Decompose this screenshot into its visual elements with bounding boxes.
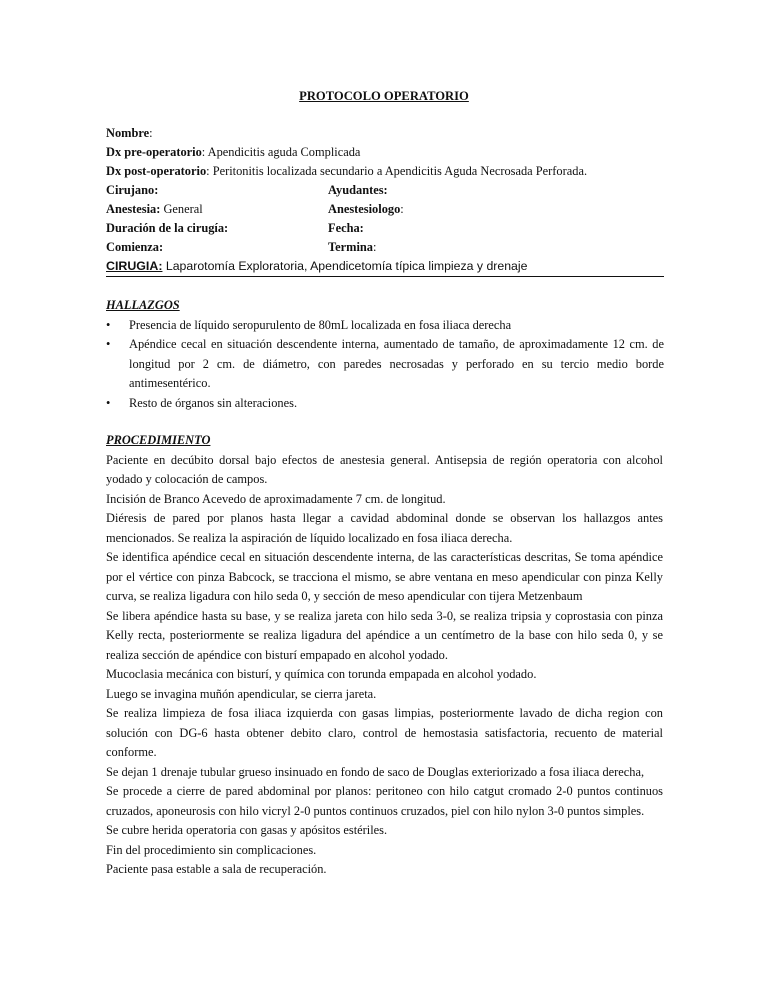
procedure-paragraph: Se realiza limpieza de fosa iliaca izquierda con gasas limpias, posteriormente lavado de dicha region con solución con DG-6 hasta obtener debito claro, control de hemostasia satisfactoria, recuento de material conforme. — [106, 706, 663, 759]
hallazgo-text: Resto de órganos sin alteraciones. — [129, 395, 298, 410]
ayudantes-label: Ayudantes: — [328, 183, 388, 197]
procedure-paragraph: Luego se invagina muñón apendicular, se cierra jareta. — [106, 686, 377, 701]
procedure-paragraph: Se identifica apéndice cecal en situación descendente interna, de las características descritas, Se toma apéndice por el vértice con pinza Babcock, se tracciona el mismo, se abre ventana en meso apendicular con pinza Kelly curva, se realiza ligadura con hilo seda 0, y sección de meso apendicular con tijera Metzenbaum — [106, 550, 663, 603]
anestesiologo-colon: : — [400, 202, 404, 216]
nombre-label: Nombre — [106, 126, 150, 140]
dx-post-value: : Peritonitis localizada secundario a Apendicitis Aguda Necrosada Perforada. — [206, 164, 588, 178]
hallazgo-text: Apéndice cecal en situación descendente interna, aumentado de tamaño, de aproximadamente 12 cm. de longitud por 2 cm. de diámetro, con paredes necrosadas y perforado en su tercio medio borde antimesentérico. — [129, 337, 664, 390]
nombre-line — [106, 124, 666, 143]
hallazgos-title: HALLAZGOS — [106, 298, 180, 312]
hallazgo-text: Presencia de líquido seropurulento de 80mL localizada en fosa iliaca derecha — [129, 317, 512, 332]
hallazgos-section — [106, 296, 664, 413]
anestesia-value: General — [160, 202, 203, 216]
procedure-paragraph: Se dejan 1 drenaje tubular grueso insinuado en fondo de saco de Douglas exteriorizado a fosa iliaca derecha, — [106, 764, 645, 779]
hallazgos-list — [106, 316, 664, 414]
dx-pre-value: : Apendicitis aguda Complicada — [201, 145, 361, 159]
horizontal-divider — [106, 276, 664, 277]
duracion-label: Duración de la cirugía: — [106, 221, 229, 235]
procedure-paragraph: Paciente pasa estable a sala de recuperación. — [106, 862, 327, 876]
nombre-colon: : — [149, 126, 153, 140]
termina-colon: : — [372, 240, 377, 254]
anestesiologo-label: Anestesiologo — [328, 202, 401, 216]
bullet-icon: • — [106, 395, 111, 410]
procedure-paragraph: Fin del procedimiento sin complicaciones. — [106, 842, 317, 857]
dx-pre-line — [106, 143, 666, 162]
cirujano-label: Cirujano: — [106, 183, 159, 197]
procedure-paragraph: Incisión de Branco Acevedo de aproximadamente 7 cm. de longitud. — [106, 491, 446, 506]
dx-post-line — [106, 162, 666, 181]
procedure-paragraph: Se procede a cierre de pared abdominal por planos: peritoneo con hilo catgut cromado 2-0 puntos continuos cruzados, aponeurosis con hilo vicryl 2-0 puntos continuos cruzados, piel con hilo nylon 3-0 puntos simples. — [106, 784, 663, 818]
procedure-paragraph: Mucoclasia mecánica con bisturí, y química con torunda empapada en alcohol yodado. — [106, 667, 537, 681]
cirugia-label: CIRUGIA: — [106, 259, 163, 273]
cirujano-row — [106, 181, 666, 200]
patient-header — [106, 124, 666, 276]
comienza-label: Comienza: — [106, 240, 164, 254]
anestesia-row — [106, 200, 666, 219]
cirugia-value: Laparotomía Exploratoria, Apendicetomía típica limpieza y drenaje — [162, 259, 528, 273]
document-title: PROTOCOLO OPERATORIO — [299, 89, 469, 103]
bullet-icon: • — [106, 337, 111, 351]
anestesia-label: Anestesia: — [106, 202, 161, 216]
bullet-icon: • — [106, 317, 111, 332]
dx-pre-label: Dx pre-operatorio — [106, 145, 202, 159]
procedure-paragraph: Se cubre herida operatoria con gasas y apósitos estériles. — [106, 823, 388, 837]
termina-label: Termina — [328, 240, 373, 254]
list-item — [106, 394, 664, 414]
procedimiento-title: PROCEDIMIENTO — [106, 433, 211, 447]
procedimiento-section — [106, 431, 663, 880]
comienza-row — [106, 238, 666, 257]
cirugia-line — [106, 257, 666, 276]
dx-post-label: Dx post-operatorio — [106, 164, 207, 178]
list-item — [106, 335, 664, 394]
procedure-paragraph: Se libera apéndice hasta su base, y se realiza jareta con hilo seda 3-0, se realiza tripsia y coprostasia con pinza Kelly recta, posteriormente se realiza ligadura del apéndice a un centímetro de la base con hilo seda 0, y se realiza sección de apéndice con bisturí empapado en alcohol yodado. — [106, 608, 663, 662]
duracion-row — [106, 219, 666, 238]
fecha-label: Fecha: — [328, 221, 364, 235]
procedure-paragraph: Diéresis de pared por planos hasta llegar a cavidad abdominal donde se observan los hallazgos antes mencionados. Se realiza la aspiración de líquido localizado en fosa iliaca derecha. — [106, 511, 663, 545]
list-item — [106, 316, 664, 336]
procedure-paragraph: Paciente en decúbito dorsal bajo efectos de anestesia general. Antisepsia de región operatoria con alcohol yodado y colocación de campos. — [106, 452, 663, 486]
